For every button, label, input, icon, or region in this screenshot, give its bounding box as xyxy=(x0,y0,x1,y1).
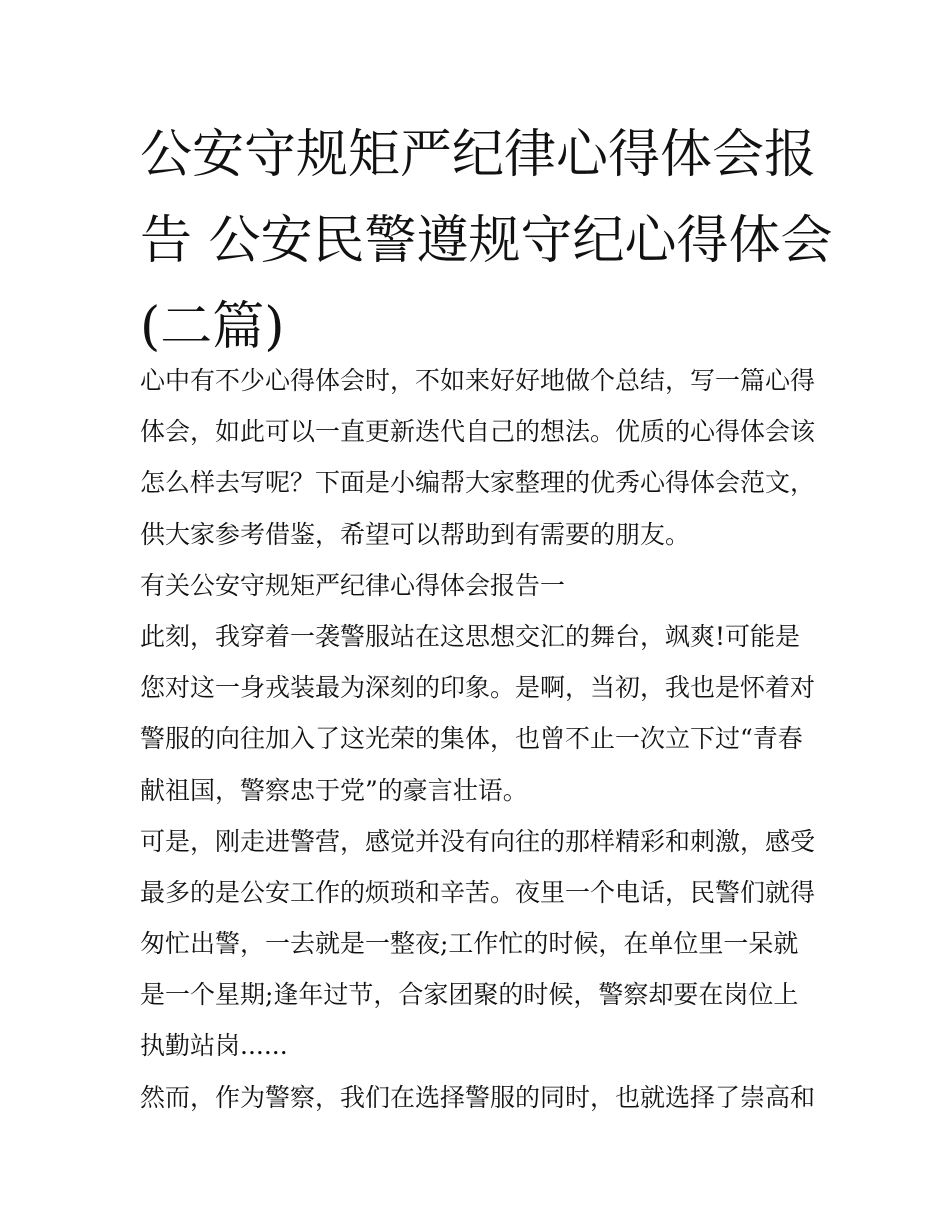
body-line: 供大家参考借鉴，希望可以帮助到有需要的朋友。 xyxy=(140,519,691,549)
body-line: 执勤站岗...... xyxy=(140,1031,288,1061)
body-line: 然而，作为警察，我们在选择警服的同时，也就选择了崇高和 xyxy=(140,1082,816,1112)
body-line: 心中有不少心得体会时，不如来好好地做个总结，写一篇心得 xyxy=(140,366,816,395)
body-line: 体会，如此可以一直更新迭代自己的想法。优质的心得体会该 xyxy=(140,417,816,447)
body-line: 此刻，我穿着一袭警服站在这思想交汇的舞台，飒爽!可能是 xyxy=(140,621,801,651)
body-line: 最多的是公安工作的烦琐和辛苦。夜里一个电话，民警们就得 xyxy=(140,877,816,907)
body-line: 匆忙出警，一去就是一整夜;工作忙的时候，在单位里一呆就 xyxy=(140,929,799,959)
document-body xyxy=(140,355,820,1123)
body-line: 是一个星期;逢年过节，合家团聚的时候，警察却要在岗位上 xyxy=(140,980,799,1010)
body-line: 怎么样去写呢？下面是小编帮大家整理的优秀心得体会范文， xyxy=(140,468,816,498)
body-line: 可是，刚走进警营，感觉并没有向往的那样精彩和刺激，感受 xyxy=(140,826,816,856)
document-title xyxy=(140,112,833,370)
title-line: (二篇) xyxy=(140,297,285,357)
body-line: 献祖国，警察忠于党”的豪言壮语。 xyxy=(140,775,528,805)
body-line: 警服的向往加入了这光荣的集体，也曾不止一次立下过“青春 xyxy=(140,724,803,754)
title-line: 告 公安民警遵规守纪心得体会 xyxy=(140,211,833,271)
body-line: 您对这一身戎装最为深刻的印象。是啊，当初，我也是怀着对 xyxy=(140,673,816,703)
title-line: 公安守规矩严纪律心得体会报 xyxy=(140,125,817,185)
section-heading: 有关公安守规矩严纪律心得体会报告一 xyxy=(140,570,566,600)
